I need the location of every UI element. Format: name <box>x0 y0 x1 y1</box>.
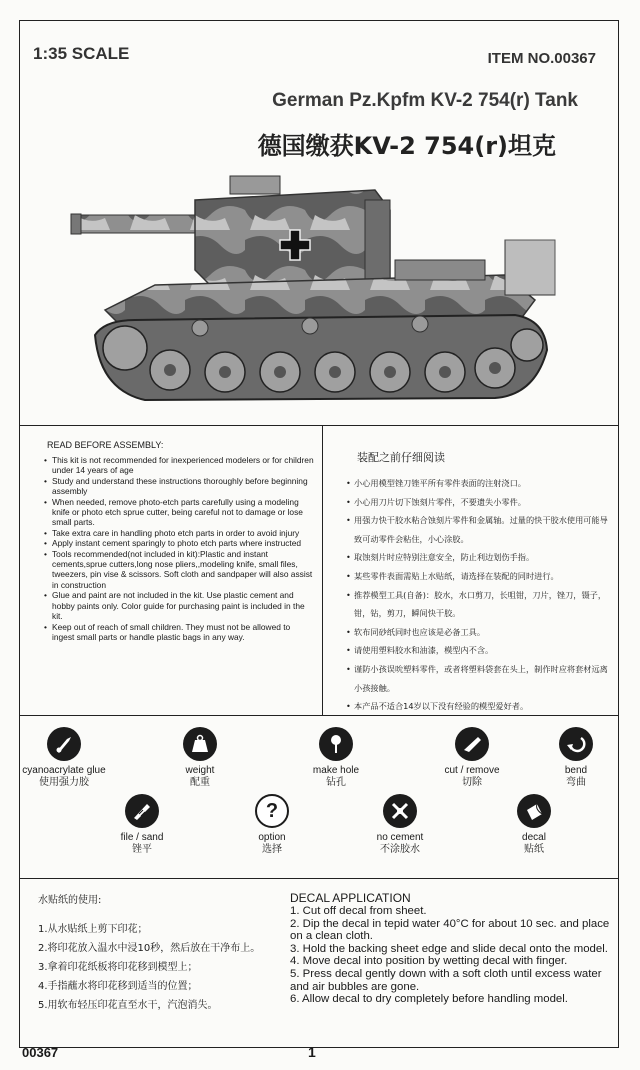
divider-top <box>19 425 619 426</box>
list-item: • Keep out of reach of small children. They must not be allowed to ingest small parts or handle plastic bags in any way. <box>44 622 314 643</box>
list-item: • Tools recommended(not included in kit):Plastic and instant cements,sprue cutters,long nose pliers,,modeling knife, small files, tweezers, pin vise & scissors. Soft cloth and sandpaper will also assist in construction <box>44 549 314 591</box>
list-item: 2.将印花放入温水中浸10秒，然后放在干净布上。 <box>38 943 261 954</box>
list-item: 4.手指蘸水将印花移到适当的位置； <box>38 981 198 992</box>
item-number: ITEM NO.00367 <box>487 50 596 67</box>
title-chinese: 德国缴获KV-2 754(r)坦克 <box>257 132 556 160</box>
scale-label: 1:35 SCALE <box>33 44 130 63</box>
page-number: 1 <box>308 1044 316 1060</box>
list-item: • When needed, remove photo-etch parts carefully using a modeling knife or photo etch sprue cutter, being careful not to damage or lose small parts. <box>44 497 314 528</box>
weight-icon <box>183 727 217 761</box>
decal-title-cn: 水贴纸的使用: <box>38 895 102 906</box>
list-item: • 取蚀刻片时应特别注意安全，防止利边划伤手指。 <box>346 548 608 567</box>
list-item: • 小心用模型锉刀锉平所有零件表面的注射浇口。 <box>346 474 608 493</box>
symbol-option <box>224 794 320 856</box>
list-item: • 小心用刀片切下蚀刻片零件，不要遗失小零件。 <box>346 493 608 512</box>
list-item: 3. Hold the backing sheet edge and slide decal onto the model. <box>290 942 608 955</box>
read-before-list <box>44 455 314 642</box>
decal-title: DECAL APPLICATION <box>290 891 411 905</box>
symbol-label-cn: 钻孔 <box>326 777 346 788</box>
list-item: • 推荐模型工具(自备)：胶水，水口剪刀，长咀钳，刀片，锉刀，镊子，钳，钻，剪刀，瞬间快干胶。 <box>346 586 608 623</box>
drill-icon <box>319 727 353 761</box>
list-item: 5. Press decal gently down with a soft cloth until excess water and air bubbles are gone. <box>290 967 602 993</box>
read-before-title-cn: 装配之前仔细阅读 <box>357 451 445 464</box>
list-item: • 某些零件表面需贴上水贴纸，请选择在装配的同时进行。 <box>346 567 608 586</box>
list-item: • Study and understand these instructions thoroughly before beginning assembly <box>44 476 314 497</box>
decal-steps <box>290 905 610 1006</box>
file-icon <box>125 794 159 828</box>
list-item: • 谨防小孩误吮塑料零件，或者将塑料袋套在头上，制作时应将套材远离小孩接触。 <box>346 660 608 697</box>
decal-icon <box>517 794 551 828</box>
list-item: • This kit is not recommended for inexperienced modelers or for children under 14 years of age <box>44 455 314 476</box>
symbol-label-cn: 选择 <box>262 844 282 855</box>
list-item: 5.用软布轻压印花直至水干，汽泡消失。 <box>38 1000 218 1011</box>
decal-steps-cn <box>38 920 260 1015</box>
symbol-cut-remove <box>424 727 520 789</box>
list-item: • 本产品不适合14岁以下没有经验的模型爱好者。 <box>346 697 608 716</box>
symbol-label: file / sand <box>120 832 164 843</box>
symbol-decal <box>486 794 582 856</box>
bend-icon <box>559 727 593 761</box>
list-item: • 用强力快干胶水粘合蚀刻片零件和金属轴。过量的快干胶水使用可能导致可动零件会粘住，小心涂胶。 <box>346 511 608 548</box>
symbol-label: no cement <box>376 832 424 843</box>
read-before-title: READ BEFORE ASSEMBLY: <box>47 440 164 450</box>
list-item: 1. Cut off decal from sheet. <box>290 905 427 917</box>
symbol-weight <box>152 727 248 789</box>
list-item: • Glue and paint are not included in the kit. Use plastic cement and hobby paints only. Color guide for purchasing paint is included in the kit. <box>44 590 314 621</box>
list-item: 6. Allow decal to dry completely before handling model. <box>290 993 568 1006</box>
glue-icon <box>47 727 81 761</box>
symbol-label: option <box>258 832 286 843</box>
symbol-cyanoacrylate-glue <box>16 727 112 789</box>
read-before-list-cn <box>346 474 608 716</box>
list-item: • 软布同砂纸同时也应该是必备工具。 <box>346 623 608 642</box>
symbol-no-cement <box>352 794 448 856</box>
symbol-label-cn: 贴纸 <box>524 844 544 855</box>
tank-illustration <box>65 170 580 420</box>
symbol-label-cn: 不涂胶水 <box>380 844 420 855</box>
symbol-label: bend <box>564 765 588 776</box>
list-item: 2. Dip the decal in tepid water 40°C for about 10 sec. and place on a clean cloth. <box>290 917 610 943</box>
symbol-label-cn: 使用强力胶 <box>39 777 89 788</box>
list-item: 1.从水贴纸上剪下印花； <box>38 924 148 935</box>
list-item: 3.拿着印花纸板将印花移到模型上； <box>38 962 198 973</box>
list-item: • Take extra care in handling photo etch parts in order to avoid injury <box>44 528 314 538</box>
symbol-label: make hole <box>312 765 360 776</box>
symbol-label-cn: 切除 <box>462 777 482 788</box>
question-icon: ? <box>255 794 289 828</box>
symbol-label: decal <box>522 832 546 843</box>
list-item: • 请使用塑料胶水和油漆，模型内不含。 <box>346 641 608 660</box>
footer-item-code: 00367 <box>22 1045 59 1060</box>
title-english: German Pz.Kpfm KV-2 754(r) Tank <box>272 90 578 111</box>
symbol-make-hole <box>288 727 384 789</box>
list-item: 4. Move decal into position by wetting decal with finger. <box>290 955 568 968</box>
symbol-label-cn: 锉平 <box>132 844 152 855</box>
symbol-label: cyanoacrylate glue <box>22 765 106 776</box>
symbol-label: weight <box>185 765 215 776</box>
divider-decal <box>19 878 619 879</box>
symbol-label-cn: 弯曲 <box>566 777 586 788</box>
no-cement-icon <box>383 794 417 828</box>
list-item: • Apply instant cement sparingly to photo etch parts where instructed <box>44 538 314 548</box>
symbol-bend <box>528 727 624 789</box>
symbol-label: cut / remove <box>444 765 500 776</box>
cut-icon <box>455 727 489 761</box>
symbol-file-sand <box>94 794 190 856</box>
symbol-label-cn: 配重 <box>190 777 210 788</box>
divider-vertical <box>322 425 323 715</box>
